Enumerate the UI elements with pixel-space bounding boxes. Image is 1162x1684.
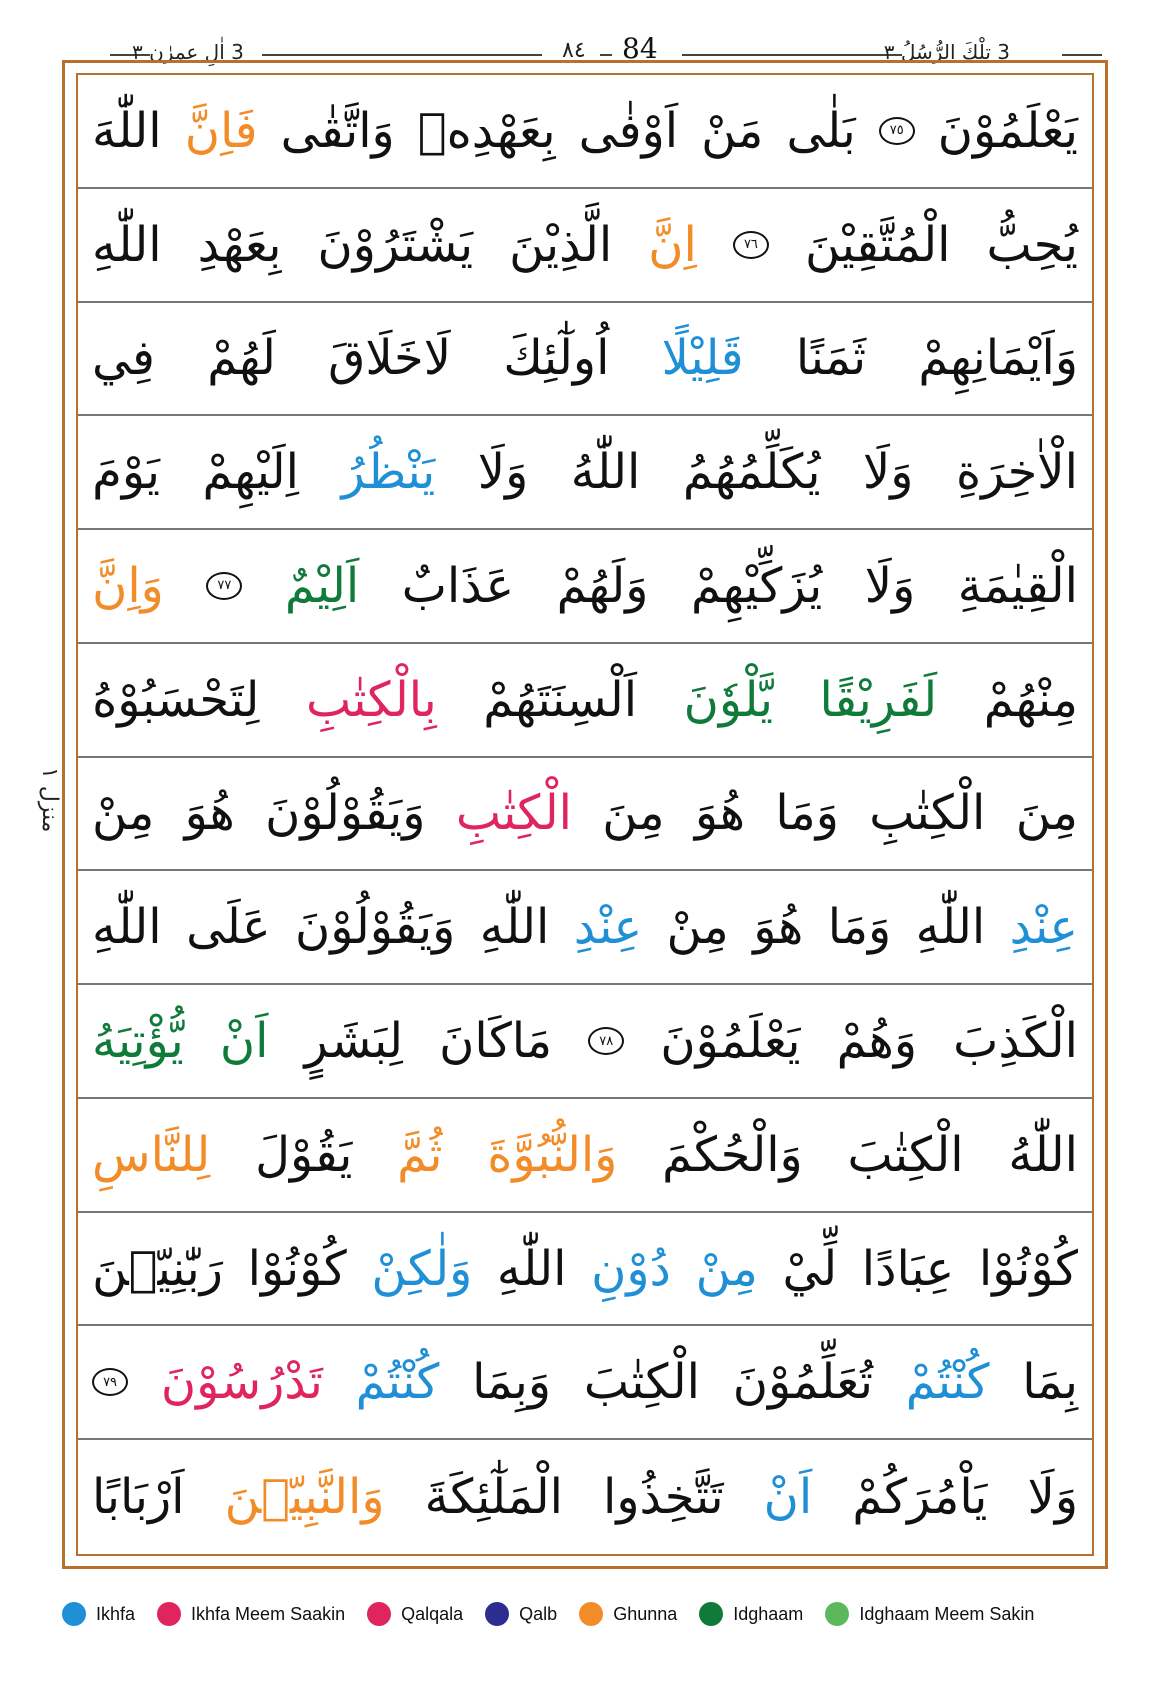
word: يَوْمَ — [92, 444, 160, 501]
word: اِلَيْهِمْ — [202, 444, 299, 501]
word: اَلْسِنَتَهُمْ — [483, 671, 638, 728]
tajweed-word-ghunna: وَاِنَّ — [92, 557, 164, 614]
text-line — [78, 530, 1092, 644]
word: عِبَادًا — [861, 1240, 955, 1297]
text-line — [78, 75, 1092, 189]
word: ثَمَنًا — [795, 330, 867, 387]
word: الْمُتَّقِيْنَ — [804, 216, 951, 273]
tajweed-word-ikhfa: يَنْظُرُ — [341, 444, 436, 501]
tajweed-word-ikhfa: مِنْ — [695, 1240, 758, 1297]
word: الْقِيٰمَةِ — [957, 557, 1078, 614]
word: الْاٰخِرَةِ — [955, 444, 1078, 501]
word: وَيَقُوْلُوْنَ — [265, 785, 426, 842]
tajweed-word-ikhfa: دُوْنِ — [591, 1240, 671, 1297]
word: وَمَا — [775, 785, 839, 842]
legend-label: Idghaam — [733, 1603, 804, 1624]
legend-label: Idghaam Meem Sakin — [859, 1603, 1035, 1624]
tajweed-word-ikhfa: كُنْتُمْ — [905, 1354, 990, 1411]
tajweed-word-idghaam: اَنْ — [219, 1013, 269, 1069]
word: كُوْنُوْا — [247, 1240, 347, 1297]
tajweed-word-ghunna: وَالنُّبُوَّةَ — [487, 1126, 618, 1183]
legend-color-dot — [367, 1602, 391, 1626]
header-rule — [682, 54, 902, 56]
tajweed-word-idghaam: يَّلْوٗنَ — [683, 671, 773, 728]
header-rule — [1062, 54, 1102, 56]
legend-item — [62, 1602, 135, 1626]
tajweed-word-ghunna: وَالنَّبِيّٖنَ — [224, 1469, 385, 1526]
page-number-arabic: ٨٤ — [562, 38, 586, 63]
header-rule — [600, 54, 612, 56]
tajweed-word-idghaam: يُّؤْتِيَهُ — [92, 1013, 184, 1069]
juz-name-right: 3 تِلْكَ الرُّسُلُ ٣ — [883, 40, 1010, 64]
word: يَقُوْلَ — [255, 1126, 353, 1183]
word: وَبِمَا — [472, 1354, 552, 1411]
word: بَلٰى — [786, 102, 856, 159]
word: لَاخَلَاقَ — [328, 330, 452, 387]
text-line — [78, 985, 1092, 1099]
legend-item — [699, 1602, 803, 1626]
text-line — [78, 189, 1092, 303]
word: وَلَهُمْ — [556, 557, 649, 614]
legend-color-dot — [579, 1602, 603, 1626]
word: اَوْفٰى — [578, 102, 679, 159]
word: هُوَ — [694, 785, 746, 842]
ayah-marker: ٧٥ — [879, 117, 915, 145]
word: كُوْنُوْا — [978, 1240, 1078, 1297]
text-line — [78, 758, 1092, 872]
legend-label: Qalqala — [401, 1603, 464, 1624]
legend-color-dot — [157, 1602, 181, 1626]
word: لِبَشَرٍ — [304, 1013, 403, 1069]
word: الْكَذِبَ — [953, 1013, 1078, 1069]
word: يُزَكِّيْهِمْ — [690, 557, 823, 614]
legend-item — [367, 1602, 463, 1626]
legend-color-dot — [62, 1602, 86, 1626]
word: اَرْبَابًا — [92, 1469, 185, 1526]
word: اللّٰهِ — [479, 899, 550, 956]
word: اللّٰهُ — [570, 444, 641, 501]
word: عَذَابٌ — [401, 557, 515, 614]
word: لِتَحْسَبُوْهُ — [92, 671, 260, 728]
tajweed-word-ghunna: اِنَّ — [648, 216, 697, 273]
text-line — [78, 1213, 1092, 1327]
text-line — [78, 1326, 1092, 1440]
word: وَالْحُكْمَ — [662, 1126, 803, 1183]
word: بِعَهْدِهٖ — [417, 102, 556, 159]
tajweed-word-qalqala: بِالْكِتٰبِ — [305, 671, 437, 728]
tajweed-word-ikhfa: كُنْتُمْ — [355, 1354, 440, 1411]
quran-text-block — [78, 75, 1092, 1554]
legend-label: Ikhfa Meem Saakin — [191, 1603, 346, 1624]
word: وَلَا — [864, 557, 916, 614]
tajweed-word-idghaam: لَفَرِيْقًا — [819, 671, 938, 728]
text-line — [78, 644, 1092, 758]
word: مَاكَانَ — [439, 1013, 553, 1069]
word: وَلَا — [1027, 1469, 1078, 1526]
text-line — [78, 1440, 1092, 1554]
word: اُولٰٓئِكَ — [503, 330, 610, 387]
word: يُكَلِّمُهُمُ — [682, 444, 821, 501]
text-line — [78, 416, 1092, 530]
word: وَلَا — [862, 444, 914, 501]
tajweed-word-ikhfa: عِنْدِ — [573, 899, 643, 956]
tajweed-word-qalqala: الْكِتٰبِ — [455, 785, 572, 842]
legend-item — [579, 1602, 677, 1626]
legend-label: Ghunna — [613, 1603, 678, 1624]
word: مِنْهُمْ — [983, 671, 1078, 728]
tajweed-word-ikhfa: قَلِيْلًا — [661, 330, 744, 387]
word: تُعَلِّمُوْنَ — [732, 1354, 873, 1411]
word: اللّٰهُ — [1008, 1126, 1078, 1183]
word: بِعَهْدِ — [197, 216, 282, 273]
header-rule — [262, 54, 542, 56]
word: يَاْمُرَكُمْ — [852, 1469, 988, 1526]
word: مَنْ — [701, 102, 764, 159]
tajweed-legend — [62, 1594, 1122, 1634]
word: الَّذِيْنَ — [509, 216, 613, 273]
ayah-marker: ٧٧ — [206, 572, 242, 600]
legend-color-dot — [485, 1602, 509, 1626]
tajweed-word-ghunna: لِلنَّاسِ — [92, 1126, 211, 1183]
word: تَتَّخِذُوا — [603, 1469, 724, 1526]
word: اللّٰهِ — [496, 1240, 567, 1297]
page-number: 84 — [622, 32, 658, 65]
word: هُوَ — [753, 899, 804, 956]
word: يَعْلَمُوْنَ — [660, 1013, 801, 1069]
word: لِّيْ — [782, 1240, 838, 1297]
word: مِنَ — [602, 785, 665, 842]
manzil-label: منزل ١ — [37, 767, 62, 833]
word: بِمَا — [1022, 1354, 1078, 1411]
tajweed-word-ghunna: فَاِنَّ — [184, 102, 258, 159]
word: وَهُمْ — [836, 1013, 918, 1069]
word: مِنْ — [666, 899, 729, 956]
ayah-marker: ٧٦ — [733, 231, 769, 259]
word: وَاتَّقٰى — [280, 102, 395, 159]
word: الْكِتٰبِ — [869, 785, 986, 842]
word: اللّٰهِ — [92, 216, 162, 273]
word: يَشْتَرُوْنَ — [317, 216, 474, 273]
legend-color-dot — [825, 1602, 849, 1626]
legend-label: Ikhfa — [96, 1603, 136, 1624]
legend-item — [485, 1602, 557, 1626]
word: اللّٰهِ — [915, 899, 986, 956]
word: عَلَى — [186, 899, 271, 956]
word: الْمَلٰٓئِكَةَ — [424, 1469, 563, 1526]
word: رَبّٰنِيّٖنَ — [92, 1240, 223, 1297]
word: اللّٰهَ — [92, 102, 162, 159]
word: مِنَ — [1015, 785, 1078, 842]
word: لَهُمْ — [207, 330, 276, 387]
ayah-marker: ٧٩ — [92, 1368, 128, 1396]
tajweed-word-ghunna: ثُمَّ — [397, 1126, 443, 1183]
legend-item — [825, 1602, 1034, 1626]
word: اللّٰهِ — [92, 899, 162, 956]
tajweed-word-ikhfa: عِنْدِ — [1009, 899, 1078, 956]
tajweed-word-ikhfa: وَلٰكِنْ — [371, 1240, 473, 1297]
word: مِنْ — [92, 785, 155, 842]
legend-item — [157, 1602, 345, 1626]
word: يَعْلَمُوْنَ — [937, 102, 1078, 159]
tajweed-word-ikhfa: اَنْ — [763, 1469, 813, 1526]
word: وَاَيْمَانِهِمْ — [918, 330, 1078, 387]
word: يُحِبُّ — [986, 216, 1078, 273]
word: وَمَا — [827, 899, 892, 956]
text-line — [78, 303, 1092, 417]
word: فِي — [92, 330, 155, 387]
surah-name-left: 3 اٰلِ عمرٰن ٣ — [132, 40, 244, 64]
tajweed-word-idghaam: اَلِيْمٌ — [284, 557, 360, 614]
ayah-marker: ٧٨ — [588, 1027, 624, 1055]
tajweed-word-qalqala: تَدْرُسُوْنَ — [160, 1354, 323, 1411]
legend-color-dot — [699, 1602, 723, 1626]
word: الْكِتٰبَ — [583, 1354, 700, 1411]
text-line — [78, 1099, 1092, 1213]
legend-label: Qalb — [519, 1603, 558, 1624]
text-line — [78, 871, 1092, 985]
word: وَيَقُوْلُوْنَ — [295, 899, 456, 956]
word: هُوَ — [184, 785, 235, 842]
word: وَلَا — [477, 444, 529, 501]
word: الْكِتٰبَ — [847, 1126, 964, 1183]
